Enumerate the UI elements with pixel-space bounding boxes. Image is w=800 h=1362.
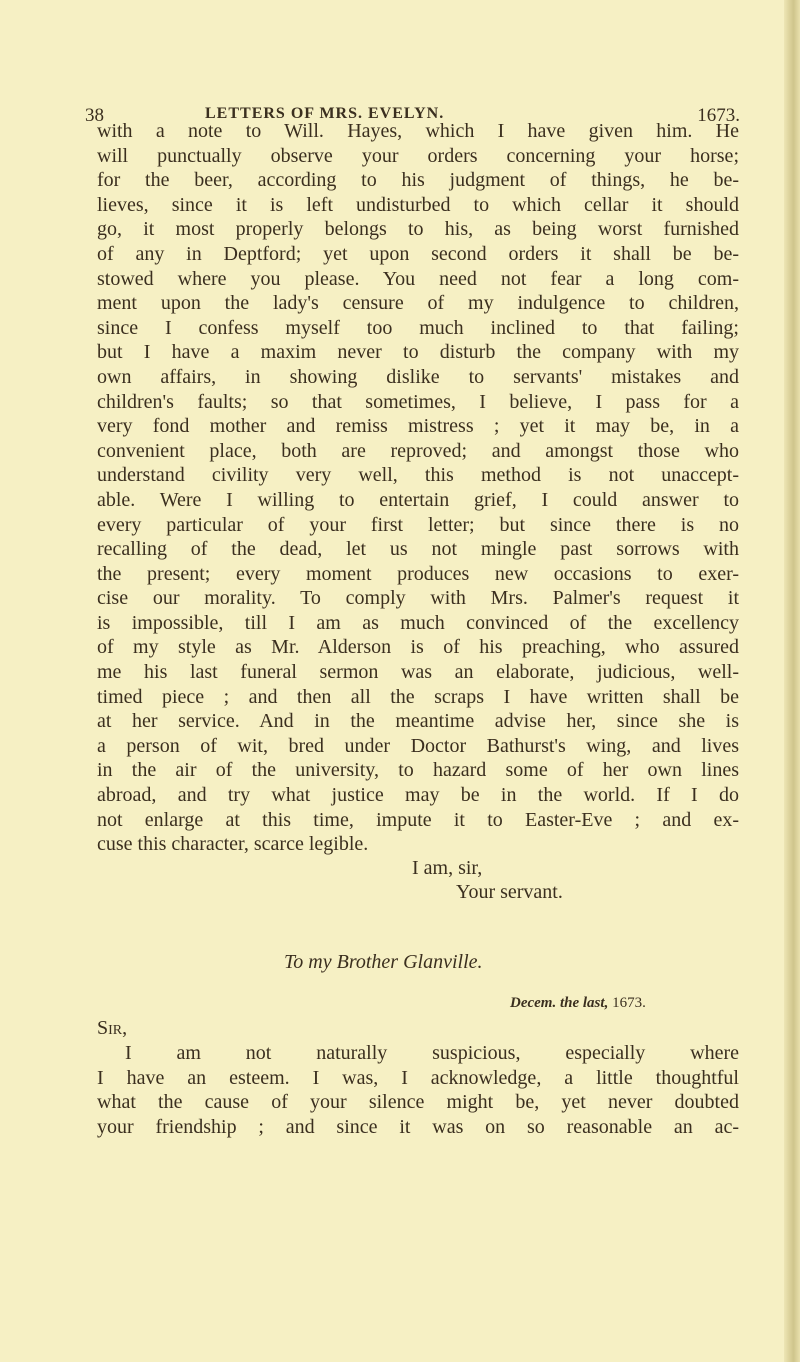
text-line: convenient place, both are reproved; and amongst those who: [97, 439, 739, 462]
text-line: own affairs, in showing dislike to servants' mistakes and: [97, 365, 739, 388]
letter-date: [510, 995, 646, 1012]
text-line: stowed where you please. You need not fear a long com-: [97, 267, 739, 290]
text-line: go, it most properly belongs to his, as being worst furnished: [97, 218, 739, 241]
text-line: cuse this character, scarce legible.: [97, 833, 369, 856]
text-line: able. Were I willing to entertain grief, I could answer to: [97, 488, 739, 511]
letter-closing: I am, sir,: [412, 857, 483, 879]
text-line: not enlarge at this time, impute it to Easter-Eve ; and ex-: [97, 808, 739, 831]
running-title: LETTERS OF MRS. EVELYN.: [205, 105, 445, 122]
page-number: 38: [85, 105, 104, 126]
text-line: children's faults; so that sometimes, I believe, I pass for a: [97, 390, 739, 413]
text-line: but I have a maxim never to disturb the company with my: [97, 341, 739, 364]
text-line: in the air of the university, to hazard some of her own lines: [97, 759, 739, 782]
text-line: lieves, since it is left undisturbed to which cellar it should: [97, 193, 739, 216]
text-line: at her service. And in the meantime advise her, since she is: [97, 710, 739, 733]
date-text: Decem. the last,: [510, 995, 609, 1011]
text-line: very fond mother and remiss mistress ; yet it may be, in a: [97, 415, 739, 438]
text-line: me his last funeral sermon was an elaborate, judicious, well-: [97, 661, 739, 684]
text-line: a person of wit, bred under Doctor Bathurst's wing, and lives: [97, 734, 739, 757]
letter-body-2: [97, 1041, 739, 1139]
text-line: what the cause of your silence might be, yet never doubted: [97, 1091, 739, 1114]
letter-title: To my Brother Glanville.: [284, 951, 483, 973]
page-edge: [784, 0, 800, 1362]
letter-signature: Your servant.: [456, 881, 563, 903]
text-line: understand civility very well, this method is not unaccept-: [97, 464, 739, 487]
text-line: ment upon the lady's censure of my indulgence to children,: [97, 292, 739, 315]
text-line: the present; every moment produces new occasions to exer-: [97, 562, 739, 585]
text-line: every particular of your first letter; but since there is no: [97, 513, 739, 536]
text-line: your friendship ; and since it was on so reasonable an ac-: [97, 1115, 739, 1138]
text-line: cise our morality. To comply with Mrs. Palmer's request it: [97, 587, 739, 610]
text-line: with a note to Will. Hayes, which I have given him. He: [97, 120, 739, 142]
letter-body: [97, 119, 739, 857]
text-line: I am not naturally suspicious, especially where: [125, 1042, 739, 1064]
salutation: Sir,: [97, 1017, 128, 1039]
text-line: recalling of the dead, let us not mingle past sorrows with: [97, 538, 739, 561]
text-line: I have an esteem. I was, I acknowledge, a little thoughtful: [97, 1066, 739, 1089]
text-line: since I confess myself too much inclined to that failing;: [97, 316, 739, 339]
text-line: timed piece ; and then all the scraps I have written shall be: [97, 685, 739, 708]
text-line: abroad, and try what justice may be in the world. If I do: [97, 784, 739, 807]
text-line: is impossible, till I am as much convinced of the excellency: [97, 611, 739, 634]
text-line: of any in Deptford; yet upon second orders it shall be be-: [97, 242, 739, 265]
header-year: 1673.: [697, 105, 740, 126]
text-line: will punctually observe your orders concerning your horse;: [97, 144, 739, 167]
text-line: of my style as Mr. Alderson is of his preaching, who assured: [97, 636, 739, 659]
date-year: 1673.: [612, 995, 646, 1011]
text-line: for the beer, according to his judgment of things, he be-: [97, 169, 739, 192]
